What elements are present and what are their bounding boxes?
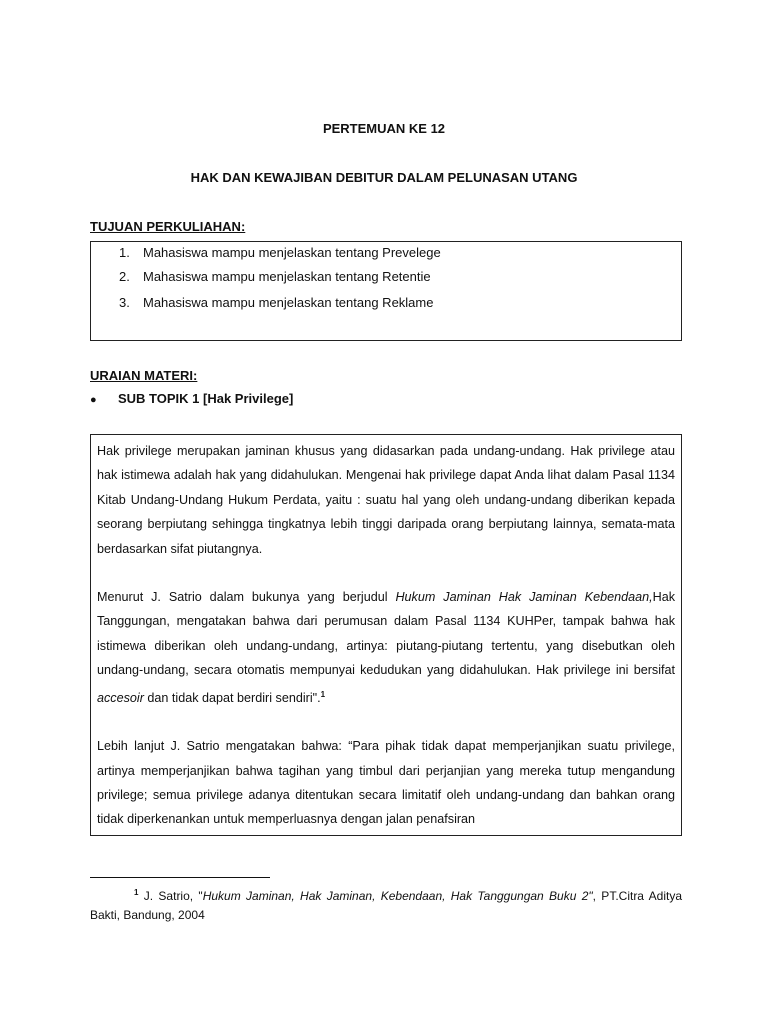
footnote-ref: 1 xyxy=(320,689,326,699)
paragraph-2: Menurut J. Satrio dalam bukunya yang berjudul Hukum Jaminan Hak Jaminan Kebendaan,Hak Tanggungan, mengatakan bahwa dari perumusan dalam Pasal 1134 KUHPer, tampak bahwa hak istimewa diberikan oleh undang-undang, artinya: piutang-piutang tertentu, yang disebutkan oleh undang-undang, secara otomatis mempunyai kedudukan yang didahulukan. Hak privilege ini bersifat accesoir dan tidak dapat berdiri sendiri".$^1$ xyxy=(97,590,676,705)
subtopic-heading: ● SUB TOPIK 1 [Hak Privilege] xyxy=(90,391,294,406)
footnote: $^1$ J. Satrio, "Hukum Jaminan, Hak Jaminan, Kebendaan, Hak Tanggungan Buku 2", PT.Citra Aditya Bakti, Bandung, 2004 xyxy=(90,888,682,922)
bullet-icon: ● xyxy=(90,394,97,406)
material-heading: URAIAN MATERI: xyxy=(90,368,198,383)
list-item: 1. Mahasiswa mampu menjelaskan tentang Prevelege xyxy=(119,245,441,260)
objectives-box xyxy=(90,241,682,341)
list-item: 3. Mahasiswa mampu menjelaskan tentang Reklame xyxy=(119,295,434,310)
footnote-divider xyxy=(90,877,270,878)
paragraph-1: Hak privilege merupakan jaminan khusus yang didasarkan pada undang-undang. Hak privilege atau hak istimewa adalah hak yang didahulukan. Mengenai hak privilege dapat Anda lihat dalam Pasal 1134 Kitab Undang-Undang Hukum Perdata, yaitu : suatu hal yang oleh undang-undang diberikan kepada seorang berpiutang sehingga tingkatnya lebih tinggi daripada orang berpiutang lainnya, semata-mata berdasarkan sifat piutangnya. xyxy=(97,444,675,556)
meeting-title: PERTEMUAN KE 12 xyxy=(322,121,446,136)
list-item: 2. Mahasiswa mampu menjelaskan tentang Retentie xyxy=(119,269,431,284)
objectives-heading: TUJUAN PERKULIAHAN: xyxy=(90,219,246,234)
paragraph-3: Lebih lanjut J. Satrio mengatakan bahwa: “Para pihak tidak dapat memperjanjikan suatu privilege, artinya memperjanjikan bahwa tagihan yang timbul dari perjanjian yang mereka tutup mengandung privilege; semua privilege adanya ditentukan secara limitatif oleh undang-undang dan bahkan orang tidak diperkenankan untuk memperluasnya dengan jalan penafsiran xyxy=(97,739,675,827)
content-box xyxy=(90,434,682,836)
main-title: HAK DAN KEWAJIBAN DEBITUR DALAM PELUNASAN UTANG xyxy=(190,170,578,185)
